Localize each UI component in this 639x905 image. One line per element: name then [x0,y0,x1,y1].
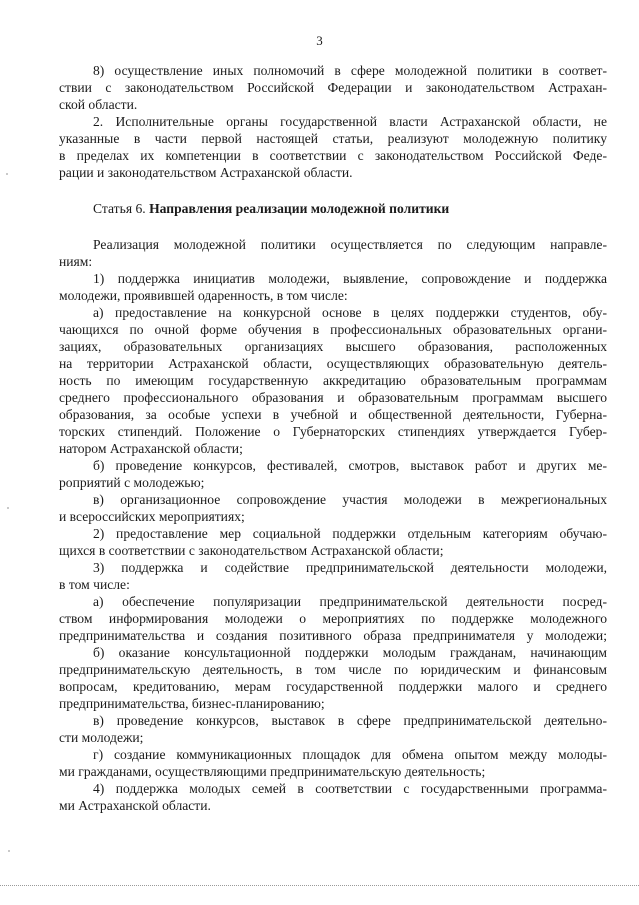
article-heading [93,200,607,217]
text-line: рации и законодательством Астраханской области. [59,165,353,180]
text-line: щихся в соответствии с законодательством Астраханской области; [59,543,444,558]
text-line: вопросам, кредитованию, мерам государственной поддержки малого и среднего [59,679,607,694]
bottom-rule [0,885,639,886]
text-line: торских стипендий. Положение о Губернаторских стипендиях утверждается Губер- [59,424,607,439]
text-line: предпринимательства и создания позитивного образа предпринимателя у молодежи; [59,628,607,643]
text-line: ми гражданами, осуществляющими предпринимательскую деятельность; [59,764,486,779]
page-number: 3 [316,33,323,48]
scan-speck [7,507,9,509]
scan-speck [8,850,10,852]
text-line: г) создание коммуникационных площадок для обмена опытом между молоды- [93,747,607,762]
text-line: б) проведение конкурсов, фестивалей, смотров, выставок работ и других ме- [93,458,607,473]
text-line: в) проведение конкурсов, выставок в сфере предпринимательской деятельно- [93,713,607,728]
text-line: ниям: [59,254,93,269]
text-line: зациях, образовательных организациях высшего образования, расположенных [59,339,607,354]
text-line: ствии с законодательством Российской Федерации и законодательством Астрахан- [59,80,607,95]
text-line: указанные в части первой настоящей статьи, реализуют молодежную политику [59,131,607,146]
text-line: чающихся по очной форме обучения в профессиональных образовательных органи- [59,322,607,337]
text-line: 2. Исполнительные органы государственной власти Астраханской области, не [93,114,607,129]
text-line: ской области. [59,97,138,112]
text-line: образования, за особые успехи в учебной и общественной деятельности, Губерна- [59,407,607,422]
text-line: в пределах их компетенции в соответствии с законодательством Российской Феде- [59,148,607,163]
text-line: ством информирования молодежи о мероприятиях по поддержке молодежного [59,611,607,626]
text-line: натором Астраханской области; [59,441,243,456]
text-line: 4) поддержка молодых семей в соответствии с государственными программа- [93,781,607,796]
article-title: Направления реализации молодежной политики [149,201,450,216]
text-line: 8) осуществление иных полномочий в сфере молодежной политики в соответ- [93,63,607,78]
text-line: молодежи, проявившей одаренность, в том числе: [59,288,348,303]
text-line: Реализация молодежной политики осуществляется по следующим направле- [93,237,607,252]
text-line: 1) поддержка инициатив молодежи, выявление, сопровождение и поддержка [93,271,607,286]
text-line: среднего профессионального образования и образовательным программам высшего [59,390,607,405]
text-line: в) организационное сопровождение участия молодежи в межрегиональных [93,492,607,507]
text-line: предпринимательства, бизнес-планированию; [59,696,325,711]
scan-speck [6,173,8,175]
text-line: 3) поддержка и содействие предпринимательской деятельности молодежи, [93,560,607,575]
text-line: б) оказание консультационной поддержки молодым гражданам, начинающим [93,645,607,660]
text-line: предпринимательскую деятельность, в том числе по юридическим и финансовым [59,662,607,677]
text-line: а) обеспечение популяризации предпринимательской деятельности посред- [93,594,607,609]
article-number: Статья 6. [93,201,150,216]
text-line: в том числе: [59,577,130,592]
text-line: а) предоставление на конкурсной основе в целях поддержки студентов, обу- [93,305,607,320]
text-line: и всероссийских мероприятиях; [59,509,245,524]
text-line: ность по имеющим государственную аккредитацию образовательным программам [59,373,607,388]
text-line: на территории Астраханской области, осуществляющих образовательную деятель- [59,356,607,371]
text-line: ми Астраханской области. [59,798,211,813]
text-line: 2) предоставление мер социальной поддержки отдельным категориям обучаю- [93,526,607,541]
text-line: сти молодежи; [59,730,144,745]
text-line: роприятий с молодежью; [59,475,205,490]
